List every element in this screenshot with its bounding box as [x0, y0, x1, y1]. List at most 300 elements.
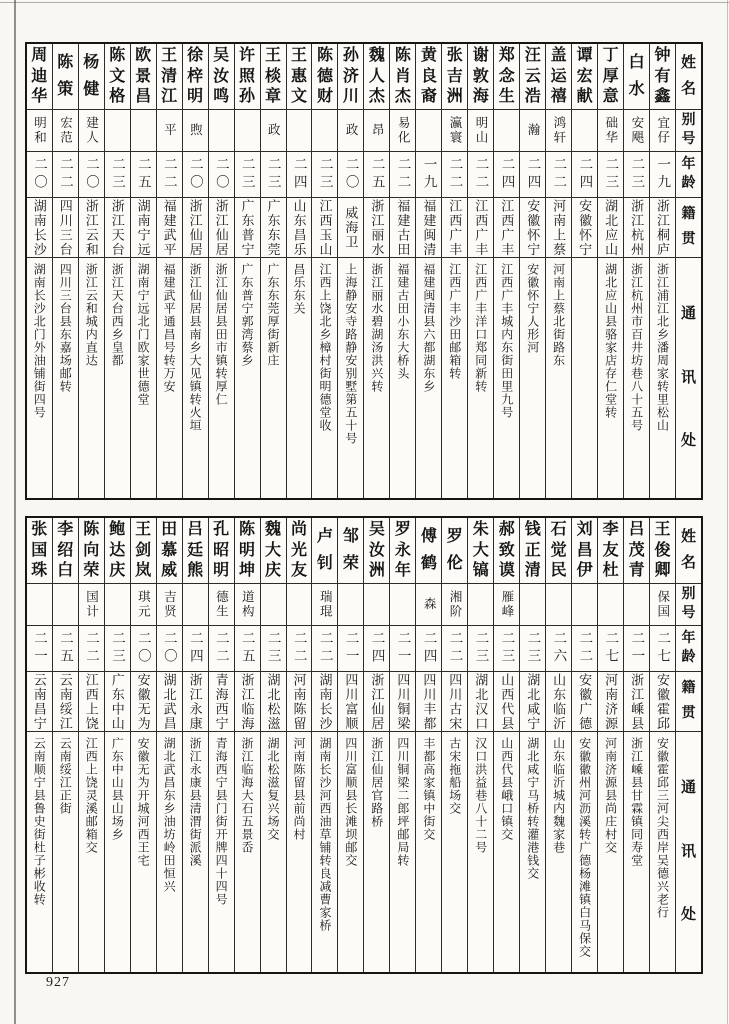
native-cell: [624, 672, 649, 732]
person-column: [27, 518, 52, 972]
name-cell: [131, 44, 156, 110]
alias-cell-text: 建人: [84, 116, 99, 145]
person-column: [234, 44, 260, 498]
address-cell-text: 浙江永康县清渭街派溪: [188, 737, 203, 867]
char-glyph: 孙: [342, 47, 359, 65]
char-glyph: 章: [265, 87, 282, 105]
row-label-native: [676, 672, 701, 732]
char-glyph: 白: [57, 561, 74, 579]
age-cell-text: 二二: [551, 157, 567, 192]
person-column: [467, 44, 493, 498]
name-cell: [312, 518, 337, 584]
char-glyph: 吕: [187, 521, 204, 539]
native-cell-text: 四川富顺: [343, 672, 359, 731]
native-cell: [235, 672, 260, 732]
char-glyph: 姓: [681, 54, 697, 71]
native-cell: [27, 672, 52, 732]
person-column: [182, 44, 208, 498]
address-cell-text: 浙江杭州市百井坊巷八十五号: [629, 263, 644, 432]
native-cell-text: 湖北汉口: [473, 672, 489, 731]
native-cell: [520, 672, 545, 732]
name-cell: [416, 518, 441, 584]
person-column: [493, 44, 519, 498]
person-column: [441, 44, 467, 498]
person-column: [104, 518, 130, 972]
native-cell-text: 湖北武昌: [161, 672, 177, 731]
address-cell-text: 丰都高家镇中街交: [421, 737, 436, 841]
alias-cell: [624, 110, 649, 152]
age-cell: [624, 626, 649, 672]
person-column: [649, 518, 675, 972]
name-cell: [468, 518, 493, 584]
address-cell-text: 广东东莞厚街新庄: [266, 263, 281, 367]
row-label-address: [676, 258, 701, 498]
name-cell: [79, 518, 104, 584]
alias-cell: [494, 110, 519, 152]
address-cell-text: 古宋拖船场交: [447, 737, 462, 815]
address-cell-text: 安徽无为开城河西王宅: [136, 737, 151, 867]
address-cell-text: 江西广丰城内东街田里九号: [499, 263, 514, 419]
char-glyph: 号: [681, 605, 696, 621]
char-glyph: 大: [472, 541, 489, 559]
char-glyph: 生: [498, 87, 515, 105]
alias-cell-text: 森: [422, 597, 437, 612]
address-cell-text: 浙江嵊县甘霖镇同寿堂: [629, 737, 644, 867]
alias-cell: [287, 584, 312, 626]
address-cell: [442, 732, 467, 972]
name-cell: [287, 44, 312, 110]
native-cell-text: 浙江仙居: [187, 198, 203, 257]
person-column: [286, 518, 312, 972]
age-cell-text: 二三: [317, 157, 333, 192]
age-cell: [546, 152, 571, 198]
page-number: 927: [46, 975, 70, 990]
address-cell: [157, 258, 182, 498]
char-glyph: 钊: [316, 555, 333, 572]
char-glyph: 运: [550, 67, 567, 85]
person-column: [545, 518, 571, 972]
address-cell-text: 河南陈留县前尚村: [291, 737, 306, 841]
native-cell-text: 湖北咸宁: [525, 672, 541, 731]
address-cell: [390, 732, 415, 972]
address-cell-text: 浙江仙居县南乡大见镇转火垣: [188, 263, 203, 432]
native-cell-text: 山东昌乐: [291, 198, 307, 257]
name-cell: [546, 518, 571, 584]
native-cell: [183, 198, 208, 258]
alias-cell: [520, 584, 545, 626]
person-column: [519, 44, 545, 498]
char-glyph: 荣: [83, 561, 100, 579]
address-cell-text: 上海静安寺路静安别墅第五十号: [343, 263, 358, 445]
address-cell: [338, 258, 363, 498]
age-cell: [520, 626, 545, 672]
name-cell: [235, 518, 260, 584]
alias-cell-text: 道构: [240, 590, 255, 619]
char-glyph: 李: [57, 521, 74, 539]
char-glyph: 王: [654, 521, 671, 539]
char-glyph: 鹤: [420, 555, 437, 572]
age-cell-text: 二三: [239, 157, 255, 192]
char-glyph: 处: [681, 433, 697, 450]
alias-cell: [572, 110, 597, 152]
char-glyph: 坤: [239, 561, 256, 579]
alias-cell: [53, 110, 78, 152]
age-cell: [338, 152, 363, 198]
address-cell: [235, 732, 260, 972]
char-glyph: 迪: [31, 67, 48, 85]
name-cell: [53, 518, 78, 584]
address-cell: [261, 258, 286, 498]
char-glyph: 钟: [654, 47, 671, 65]
alias-cell: [183, 584, 208, 626]
native-cell-text: 福建古田: [395, 198, 411, 257]
alias-cell-text: 德生: [214, 590, 229, 619]
char-glyph: 许: [239, 47, 256, 65]
alias-cell: [390, 584, 415, 626]
person-column: [389, 518, 415, 972]
age-cell-text: 二三: [603, 157, 619, 192]
char-glyph: 魏: [265, 521, 282, 539]
char-glyph: 云: [524, 67, 541, 85]
char-glyph: 威: [161, 561, 178, 579]
alias-cell: [261, 110, 286, 152]
address-cell-text: 浙江仙居官路桥: [369, 737, 384, 828]
address-cell: [416, 258, 441, 498]
age-cell: [546, 626, 571, 672]
person-column: [130, 518, 156, 972]
age-cell-text: 二四: [499, 157, 515, 192]
name-cell: [390, 518, 415, 584]
address-cell: [338, 732, 363, 972]
name-cell: [650, 518, 675, 584]
address-cell: [364, 258, 389, 498]
char-glyph: 庆: [109, 561, 126, 579]
alias-cell: [650, 584, 675, 626]
char-glyph: 杰: [394, 87, 411, 105]
char-glyph: 清: [524, 561, 541, 579]
name-cell: [520, 518, 545, 584]
native-cell: [287, 672, 312, 732]
age-cell-text: 二四: [421, 631, 437, 666]
address-cell: [287, 732, 312, 972]
char-glyph: 汪: [524, 47, 541, 65]
alias-cell: [598, 110, 623, 152]
address-cell: [546, 732, 571, 972]
char-glyph: 孔: [213, 521, 230, 539]
address-cell: [312, 258, 337, 498]
native-cell: [442, 672, 467, 732]
address-cell-text: 浙江临海大石五景岙: [240, 737, 255, 854]
char-glyph: 鸣: [213, 87, 230, 105]
native-cell: [572, 672, 597, 732]
person-column: [311, 518, 337, 972]
age-cell-text: 二二: [58, 157, 74, 192]
address-cell: [624, 732, 649, 972]
native-cell: [53, 672, 78, 732]
native-cell-text: 安徽无为: [135, 672, 151, 731]
char-glyph: 李: [602, 521, 619, 539]
name-cell: [338, 44, 363, 110]
name-cell: [338, 518, 363, 584]
address-cell: [624, 258, 649, 498]
char-glyph: 黄: [420, 47, 437, 65]
alias-cell: [27, 584, 52, 626]
native-cell: [364, 672, 389, 732]
native-cell-text: 广东中山: [109, 672, 125, 731]
address-cell-text: 江西广丰沙田邮箱转: [447, 263, 462, 380]
char-glyph: 财: [316, 87, 333, 105]
char-glyph: 魏: [368, 47, 385, 65]
native-cell: [235, 198, 260, 258]
address-cell-text: 福建武平通昌号转万安: [162, 263, 177, 393]
native-cell: [494, 198, 519, 258]
address-cell-text: 福建闽清县六都湖东乡: [421, 263, 436, 393]
name-cell: [27, 518, 52, 584]
alias-cell-text: 政: [344, 123, 359, 138]
char-glyph: 丁: [602, 47, 619, 65]
address-cell: [235, 258, 260, 498]
age-cell: [598, 152, 623, 198]
alias-cell-text: 湘阶: [448, 590, 463, 619]
alias-cell-text: 政: [266, 123, 281, 138]
char-glyph: 张: [446, 47, 463, 65]
age-cell: [105, 626, 130, 672]
alias-cell: [105, 110, 130, 152]
char-glyph: 剑: [135, 541, 152, 559]
person-column: [52, 518, 78, 972]
age-cell-text: 二三: [265, 631, 281, 666]
address-cell-text: 四川三台县东嘉场邮转: [58, 263, 73, 393]
char-glyph: 谢: [472, 47, 489, 65]
row-label-name: [676, 44, 701, 110]
char-glyph: 龄: [681, 650, 696, 666]
alias-cell-text: 宜仔: [655, 116, 670, 145]
char-glyph: 敦: [472, 67, 489, 85]
row-label-age: [676, 152, 701, 198]
age-cell: [209, 152, 234, 198]
address-cell-text: 昌乐东关: [291, 263, 306, 315]
alias-cell-text: 瀚: [525, 123, 540, 138]
alias-cell: [79, 584, 104, 626]
char-glyph: 棪: [265, 67, 282, 85]
address-cell: [572, 258, 597, 498]
age-cell: [624, 152, 649, 198]
address-cell: [416, 732, 441, 972]
address-cell-text: 湖北应山县骆家店存仁堂转: [603, 263, 618, 419]
name-cell: [105, 518, 130, 584]
char-glyph: 钱: [524, 521, 541, 539]
native-cell-text: 威海卫: [343, 205, 359, 250]
char-glyph: 宏: [576, 67, 593, 85]
person-column: [286, 44, 312, 498]
native-cell-text: 湖北松滋: [265, 672, 281, 731]
age-cell: [468, 152, 493, 198]
native-cell-text: 四川丰都: [421, 672, 437, 731]
age-cell: [131, 152, 156, 198]
char-glyph: 白: [628, 54, 645, 71]
page-binding-edge: [14, 0, 16, 1024]
char-glyph: 杨: [83, 54, 100, 71]
native-cell: [183, 672, 208, 732]
char-glyph: 石: [550, 521, 567, 539]
person-column: [104, 44, 130, 498]
age-cell: [442, 626, 467, 672]
age-cell: [79, 152, 104, 198]
char-glyph: 大: [265, 541, 282, 559]
char-glyph: 绍: [57, 541, 74, 559]
name-cell: [598, 44, 623, 110]
person-column: [78, 518, 104, 972]
native-cell: [390, 672, 415, 732]
char-glyph: 健: [83, 81, 100, 98]
name-cell: [27, 44, 52, 110]
char-glyph: 王: [265, 47, 282, 65]
address-cell: [157, 732, 182, 972]
char-glyph: 裔: [420, 87, 437, 105]
name-cell: [157, 44, 182, 110]
char-glyph: 国: [31, 541, 48, 559]
native-cell-text: 江西玉山: [317, 198, 333, 257]
native-cell-text: 山东临沂: [551, 672, 567, 731]
address-cell: [520, 258, 545, 498]
page-top-edge: [0, 2, 729, 3]
age-cell-text: 二二: [473, 157, 489, 192]
char-glyph: 惠: [290, 67, 307, 85]
char-glyph: 年: [394, 561, 411, 579]
char-glyph: 郑: [498, 47, 515, 65]
age-cell-text: 二五: [369, 157, 385, 192]
name-cell: [546, 44, 571, 110]
alias-cell: [546, 110, 571, 152]
native-cell: [390, 198, 415, 258]
address-cell-text: 山西代县峨口镇交: [499, 737, 514, 841]
native-cell: [546, 672, 571, 732]
char-glyph: 昭: [213, 541, 230, 559]
address-cell: [468, 258, 493, 498]
header-column: [675, 518, 701, 972]
address-cell: [494, 732, 519, 972]
char-glyph: 谭: [576, 47, 593, 65]
age-cell-text: 二四: [291, 157, 307, 192]
address-cell: [79, 258, 104, 498]
native-cell-text: 安徽霍邱: [655, 672, 671, 731]
char-glyph: 陈: [83, 521, 100, 539]
char-glyph: 荣: [342, 555, 359, 572]
address-cell-text: 江西上饶北乡樟村街明德堂收: [317, 263, 332, 432]
char-glyph: 吴: [213, 47, 230, 65]
person-column: [337, 518, 363, 972]
age-cell-text: 二二: [291, 631, 307, 666]
age-cell-text: 二二: [317, 631, 333, 666]
name-cell: [287, 518, 312, 584]
char-glyph: 清: [161, 67, 178, 85]
alias-cell: [520, 110, 545, 152]
native-cell: [598, 198, 623, 258]
char-glyph: 民: [550, 561, 567, 579]
age-cell-text: 二三: [473, 631, 489, 666]
native-cell: [364, 198, 389, 258]
person-column: [52, 44, 78, 498]
native-cell-text: 安徽广德: [577, 672, 593, 731]
native-cell-text: 湖南宁远: [135, 198, 151, 257]
char-glyph: 友: [290, 561, 307, 579]
native-cell: [209, 672, 234, 732]
char-glyph: 王: [135, 521, 152, 539]
char-glyph: 杜: [602, 561, 619, 579]
age-cell: [390, 152, 415, 198]
address-cell: [364, 732, 389, 972]
address-cell: [572, 732, 597, 972]
char-glyph: 罗: [446, 528, 463, 545]
native-cell: [416, 198, 441, 258]
person-column: [649, 44, 675, 498]
address-cell-text: 广东普宁郭湾蔡乡: [240, 263, 255, 367]
native-cell-text: 广东东莞: [265, 198, 281, 257]
char-glyph: 徐: [187, 47, 204, 65]
native-cell: [338, 672, 363, 732]
person-column: [571, 44, 597, 498]
char-glyph: 别: [681, 587, 696, 603]
char-glyph: 名: [681, 555, 697, 572]
char-glyph: 昌: [576, 541, 593, 559]
age-cell: [27, 626, 52, 672]
alias-cell-text: 国计: [84, 590, 99, 619]
address-cell: [598, 258, 623, 498]
age-cell-text: 二〇: [343, 157, 359, 192]
char-glyph: 德: [316, 67, 333, 85]
native-cell-text: 安徽怀宁: [525, 198, 541, 257]
age-cell-text: 二〇: [187, 157, 203, 192]
char-glyph: 禧: [550, 87, 567, 105]
alias-cell-text: 易化: [396, 116, 411, 145]
age-cell-text: 二〇: [135, 631, 151, 666]
alias-cell: [598, 584, 623, 626]
char-glyph: 吉: [446, 67, 463, 85]
char-glyph: 年: [681, 156, 696, 172]
native-cell-text: 河南陈留: [291, 672, 307, 731]
char-glyph: 水: [628, 81, 645, 98]
char-glyph: 汝: [213, 67, 230, 85]
age-cell: [364, 152, 389, 198]
name-cell: [131, 518, 156, 584]
alias-cell: [416, 584, 441, 626]
char-glyph: 贯: [681, 231, 696, 247]
alias-cell: [364, 110, 389, 152]
age-cell: [650, 626, 675, 672]
address-cell-text: 湖南长沙北门外油铺街四号: [32, 263, 47, 419]
person-column: [156, 518, 182, 972]
name-cell: [494, 518, 519, 584]
address-cell-text: 浙江浦江北乡潘周家转里松山: [655, 263, 670, 432]
native-cell: [468, 198, 493, 258]
person-column: [493, 518, 519, 972]
char-glyph: 籍: [681, 681, 696, 697]
char-glyph: 念: [498, 67, 515, 85]
name-cell: [235, 44, 260, 110]
alias-cell: [79, 110, 104, 152]
native-cell: [105, 198, 130, 258]
native-cell: [494, 672, 519, 732]
age-cell-text: 二四: [577, 157, 593, 192]
age-cell: [157, 626, 182, 672]
person-column: [337, 44, 363, 498]
alias-cell: [390, 110, 415, 152]
char-glyph: 廷: [187, 541, 204, 559]
char-glyph: 俊: [654, 541, 671, 559]
address-cell: [27, 732, 52, 972]
char-glyph: 陈: [57, 54, 74, 71]
name-cell: [364, 518, 389, 584]
